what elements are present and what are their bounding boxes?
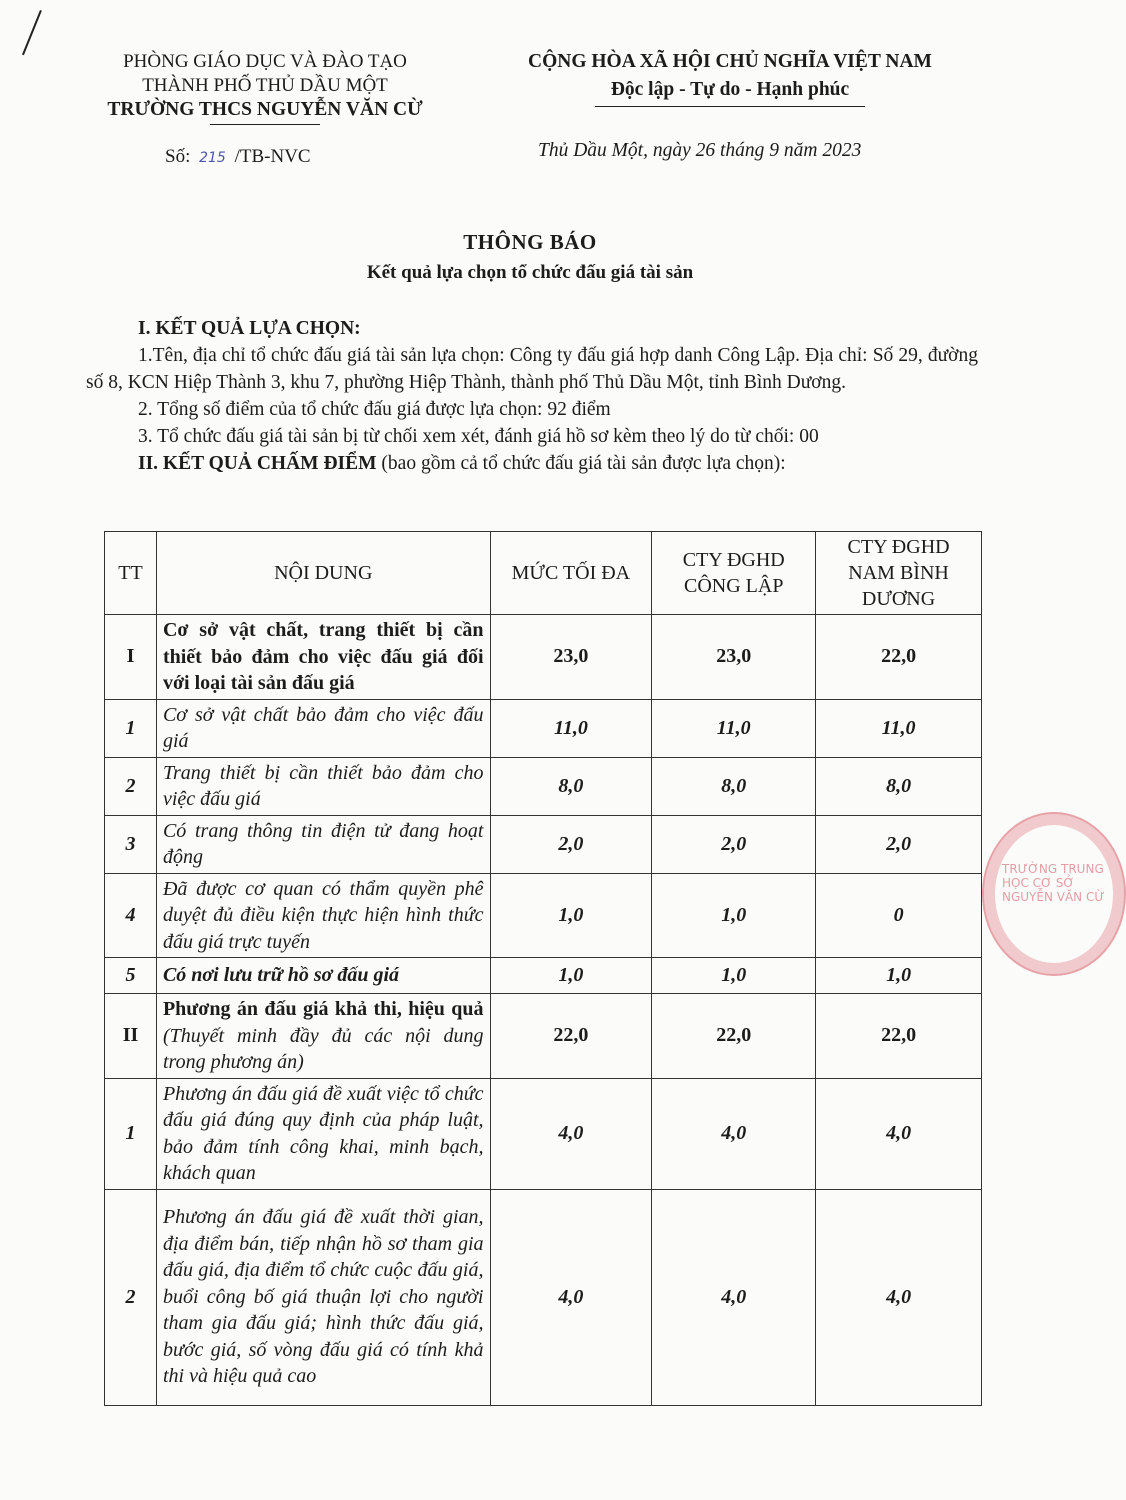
pen-mark <box>22 10 42 55</box>
table-row <box>105 757 982 815</box>
doc-no-suffix: /TB-NVC <box>234 146 311 167</box>
row-content <box>156 994 490 1079</box>
section-2-note: (bao gồm cả tổ chức đấu giá tài sản được lựa chọn): <box>381 453 786 474</box>
seal-text: TRƯỜNG TRUNG HỌC CƠ SỞ NGUYỄN VĂN CỪ <box>1002 862 1105 904</box>
row-max: 1,0 <box>490 873 652 958</box>
row-tt: 2 <box>105 757 157 815</box>
table-row <box>105 815 982 873</box>
section-1-item-1: 1.Tên, địa chỉ tổ chức đấu giá tài sản lựa chọn: Công ty đấu giá hợp danh Công Lập. Địa chỉ: Số 29, đường số 8, KCN Hiệp Thành 3, khu 7, phường Hiệp Thành, thành phố Thủ Dầu Một, tỉnh Bình Dương. <box>86 345 978 393</box>
row-content: Phương án đấu giá đề xuất việc tổ chức đấu giá đúng quy định của pháp luật, bảo đảm tính công khai, minh bạch, khách quan <box>156 1078 490 1189</box>
table-header-row <box>105 532 982 615</box>
row-tt: 4 <box>105 873 157 958</box>
row-nambinhduong: 22,0 <box>816 615 982 700</box>
row-content: Cơ sở vật chất bảo đảm cho việc đấu giá <box>156 699 490 757</box>
section-2-title: II. KẾT QUẢ CHẤM ĐIỂM <box>138 453 377 474</box>
row-conglap: 8,0 <box>652 757 816 815</box>
header-max: MỨC TỐI ĐA <box>490 532 652 615</box>
nation-title: CỘNG HÒA XÃ HỘI CHỦ NGHĨA VIỆT NAM <box>528 51 932 72</box>
divider <box>595 106 865 107</box>
org-line-2: THÀNH PHỐ THỦ DẦU MỘT <box>142 75 388 96</box>
row-max: 22,0 <box>490 994 652 1079</box>
score-table <box>104 531 982 1406</box>
row-nambinhduong: 4,0 <box>816 1078 982 1189</box>
row-tt: 5 <box>105 958 157 994</box>
row-conglap: 23,0 <box>652 615 816 700</box>
national-header <box>495 48 965 107</box>
row-content: Có nơi lưu trữ hồ sơ đấu giá <box>156 958 490 994</box>
row-max: 1,0 <box>490 958 652 994</box>
row-conglap: 4,0 <box>652 1189 816 1405</box>
header-conglap: CTY ĐGHD CÔNG LẬP <box>652 532 816 615</box>
row-content: Cơ sở vật chất, trang thiết bị cần thiết bảo đảm cho việc đấu giá đối với loại tài sản đấu giá <box>156 615 490 700</box>
issuing-authority <box>60 50 470 125</box>
row-nambinhduong: 11,0 <box>816 699 982 757</box>
place-date: Thủ Dầu Một, ngày 26 tháng 9 năm 2023 <box>538 140 862 161</box>
doc-no-label: Số: <box>165 146 191 167</box>
row-conglap: 2,0 <box>652 815 816 873</box>
table-row <box>105 994 982 1079</box>
section-2-heading <box>86 450 978 477</box>
doc-no-handwritten: 215 <box>199 150 226 166</box>
table-row <box>105 958 982 994</box>
row-conglap: 1,0 <box>652 958 816 994</box>
section-1-item-3: 3. Tổ chức đấu giá tài sản bị từ chối xem xét, đánh giá hồ sơ kèm theo lý do từ chối: 00 <box>138 426 819 447</box>
row-conglap: 22,0 <box>652 994 816 1079</box>
row-content: Đã được cơ quan có thẩm quyền phê duyệt đủ điều kiện thực hiện hình thức đấu giá trực tuyến <box>156 873 490 958</box>
row-content: Phương án đấu giá đề xuất thời gian, địa điểm bán, tiếp nhận hồ sơ tham gia đấu giá, địa điểm tổ chức cuộc đấu giá, buổi công bố giá thuận lợi cho người tham gia đấu giá; hình thức đấu giá, bước giá, số vòng đấu giá có tính khả thi và hiệu quả cao <box>156 1189 490 1405</box>
row-conglap: 11,0 <box>652 699 816 757</box>
row-tt: I <box>105 615 157 700</box>
row-max: 4,0 <box>490 1078 652 1189</box>
row-content: Trang thiết bị cần thiết bảo đảm cho việc đấu giá <box>156 757 490 815</box>
org-line-1: PHÒNG GIÁO DỤC VÀ ĐÀO TẠO <box>123 51 407 72</box>
table-row <box>105 615 982 700</box>
row-conglap: 4,0 <box>652 1078 816 1189</box>
row-max: 23,0 <box>490 615 652 700</box>
row-nambinhduong: 22,0 <box>816 994 982 1079</box>
document-title: THÔNG BÁO <box>463 230 597 254</box>
document-subtitle: Kết quả lựa chọn tổ chức đấu giá tài sản <box>366 262 694 283</box>
row-max: 4,0 <box>490 1189 652 1405</box>
school-seal <box>982 812 1126 976</box>
row-max: 8,0 <box>490 757 652 815</box>
row-nambinhduong: 1,0 <box>816 958 982 994</box>
row-max: 2,0 <box>490 815 652 873</box>
row-nambinhduong: 4,0 <box>816 1189 982 1405</box>
section-1-heading: I. KẾT QUẢ LỰA CHỌN: <box>138 318 361 339</box>
org-line-3: TRƯỜNG THCS NGUYỄN VĂN CỪ <box>107 99 423 120</box>
row-nambinhduong: 8,0 <box>816 757 982 815</box>
row-conglap: 1,0 <box>652 873 816 958</box>
table-row <box>105 699 982 757</box>
divider <box>210 124 320 125</box>
row-tt: 1 <box>105 1078 157 1189</box>
header-tt: TT <box>105 532 157 615</box>
row-content-main: Phương án đấu giá khả thi, hiệu quả <box>162 998 484 1020</box>
section-1-item-2: 2. Tổng số điểm của tổ chức đấu giá được lựa chọn: 92 điểm <box>138 399 611 420</box>
table-row <box>105 1078 982 1189</box>
document-body <box>86 315 978 477</box>
row-content: Có trang thông tin điện tử đang hoạt động <box>156 815 490 873</box>
header-content: NỘI DUNG <box>156 532 490 615</box>
table-row <box>105 1189 982 1405</box>
row-nambinhduong: 2,0 <box>816 815 982 873</box>
table-row <box>105 873 982 958</box>
document-number <box>165 146 311 168</box>
row-tt: 3 <box>105 815 157 873</box>
row-tt: II <box>105 994 157 1079</box>
row-content-note: (Thuyết minh đầy đủ các nội dung trong phương án) <box>162 1024 484 1073</box>
row-tt: 2 <box>105 1189 157 1405</box>
row-nambinhduong: 0 <box>816 873 982 958</box>
header-nambinhduong: CTY ĐGHD NAM BÌNH DƯƠNG <box>816 532 982 615</box>
row-tt: 1 <box>105 699 157 757</box>
national-motto: Độc lập - Tự do - Hạnh phúc <box>610 79 850 100</box>
row-max: 11,0 <box>490 699 652 757</box>
